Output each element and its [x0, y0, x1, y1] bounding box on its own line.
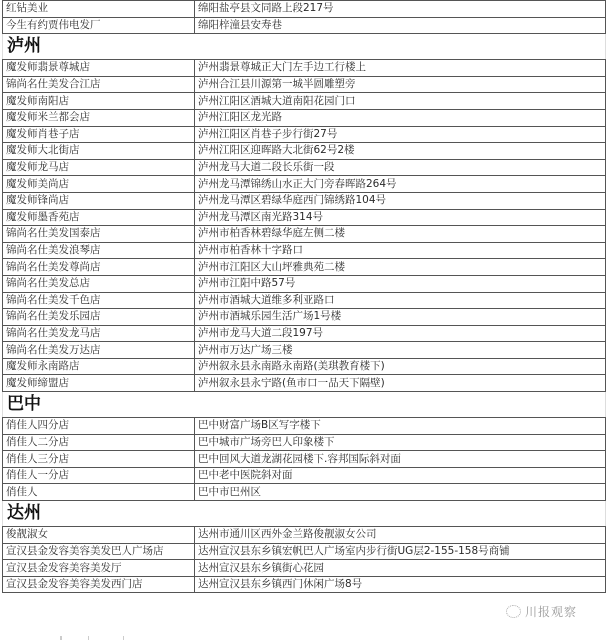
store-address-cell[interactable]: 泸州市酒城乐园生活广场1号楼	[195, 309, 606, 326]
watermark	[506, 603, 577, 620]
store-address-cell[interactable]: 泸州市龙马大道二段197号	[195, 325, 606, 342]
store-name-cell[interactable]: 俏佳人四分店	[3, 418, 195, 435]
store-name-cell[interactable]: 锦尚名仕美发国泰店	[3, 226, 195, 243]
store-name-cell[interactable]: 宣汉县金发容美容美发巴人广场店	[3, 543, 195, 560]
table-row	[3, 375, 606, 392]
table-row	[3, 467, 606, 484]
store-address-cell[interactable]: 达州宣汉县东乡镇宏帆巴人广场室内步行街UG层2-155-158号商铺	[195, 543, 606, 560]
store-name-cell[interactable]: 俏佳人三分店	[3, 451, 195, 468]
store-table-body	[3, 1, 606, 593]
store-name-cell[interactable]: 锦尚名仕美发千色店	[3, 292, 195, 309]
table-row	[3, 275, 606, 292]
table-row	[3, 226, 606, 243]
table-row	[3, 309, 606, 326]
region-title: 泸州	[3, 34, 606, 60]
table-row	[3, 451, 606, 468]
store-name-cell[interactable]: 魔发师美尚店	[3, 176, 195, 193]
store-address-cell[interactable]: 泸州翡景尊城正大门左手边工行楼上	[195, 60, 606, 77]
table-row	[3, 434, 606, 451]
table-row	[3, 325, 606, 342]
store-name-cell[interactable]: 魔发师墨香苑店	[3, 209, 195, 226]
sheet-tab[interactable]	[88, 636, 124, 640]
table-row	[3, 126, 606, 143]
table-row	[3, 259, 606, 276]
table-row	[3, 242, 606, 259]
table-row	[3, 576, 606, 593]
store-address-cell[interactable]: 巴中老中医院斜对面	[195, 467, 606, 484]
region-header-row	[3, 34, 606, 60]
table-row	[3, 176, 606, 193]
table-row	[3, 527, 606, 544]
store-address-cell[interactable]: 巴中回风大道龙湖花园楼下.容邦国际斜对面	[195, 451, 606, 468]
table-row	[3, 159, 606, 176]
region-header-row	[3, 501, 606, 527]
store-name-cell[interactable]: 魔发师缔盟店	[3, 375, 195, 392]
table-row	[3, 76, 606, 93]
table-row	[3, 143, 606, 160]
table-row	[3, 192, 606, 209]
table-row	[3, 418, 606, 435]
store-address-cell[interactable]: 泸州市柏香林碧绿华庭左侧二楼	[195, 226, 606, 243]
store-table	[2, 0, 606, 593]
store-address-cell[interactable]: 泸州龙马潭区碧绿华庭西门锦绣路104号	[195, 192, 606, 209]
sheet-tabs	[0, 636, 608, 640]
store-list-sheet	[2, 0, 605, 593]
store-address-cell[interactable]: 泸州市万达广场三楼	[195, 342, 606, 359]
store-name-cell[interactable]: 宣汉县金发容美容美发西门店	[3, 576, 195, 593]
store-name-cell[interactable]: 锦尚名仕美发尊尚店	[3, 259, 195, 276]
wechat-icon	[506, 605, 521, 618]
store-name-cell[interactable]: 锦尚名仕美发总店	[3, 275, 195, 292]
store-address-cell[interactable]: 巴中市巴州区	[195, 484, 606, 501]
store-address-cell[interactable]: 泸州龙马潭锦绣山水正大门旁春晖路264号	[195, 176, 606, 193]
store-address-cell[interactable]: 泸州合江县川源第一城半圆雕塑旁	[195, 76, 606, 93]
store-address-cell[interactable]: 泸州江阳区迎晖路大北街62号2楼	[195, 143, 606, 160]
table-row	[3, 560, 606, 577]
store-name-cell[interactable]: 锦尚名仕美发龙马店	[3, 325, 195, 342]
table-row	[3, 342, 606, 359]
store-name-cell[interactable]: 俊靓淑女	[3, 527, 195, 544]
store-address-cell[interactable]: 泸州龙马潭区南光路314号	[195, 209, 606, 226]
store-address-cell[interactable]: 达州宣汉县东乡镇西门休闲广场8号	[195, 576, 606, 593]
store-address-cell[interactable]: 泸州市江阳区大山坪雅典苑二楼	[195, 259, 606, 276]
table-row	[3, 292, 606, 309]
store-name-cell[interactable]: 俏佳人	[3, 484, 195, 501]
store-address-cell[interactable]: 巴中城市广场旁巴人印象楼下	[195, 434, 606, 451]
store-name-cell[interactable]: 锦尚名仕美发浪琴店	[3, 242, 195, 259]
store-address-cell[interactable]: 泸州叙永县永宁路(鱼市口一品天下隔壁)	[195, 375, 606, 392]
store-address-cell[interactable]: 泸州市酒城大道维多利亚路口	[195, 292, 606, 309]
store-address-cell[interactable]: 达州宣汉县东乡镇街心花园	[195, 560, 606, 577]
store-name-cell[interactable]: 魔发师米兰都会店	[3, 109, 195, 126]
store-name-cell[interactable]: 锦尚名仕美发万达店	[3, 342, 195, 359]
store-address-cell[interactable]: 泸州市柏香林十字路口	[195, 242, 606, 259]
table-row	[3, 93, 606, 110]
store-name-cell[interactable]: 魔发师肖巷子店	[3, 126, 195, 143]
table-row	[3, 1, 606, 18]
table-row	[3, 209, 606, 226]
region-title: 巴中	[3, 392, 606, 418]
store-name-cell[interactable]: 魔发师大北街店	[3, 143, 195, 160]
store-name-cell[interactable]: 锦尚名仕美发乐园店	[3, 309, 195, 326]
sheet-tab-divider	[60, 636, 62, 640]
store-address-cell[interactable]: 泸州市江阳中路57号	[195, 275, 606, 292]
table-row	[3, 543, 606, 560]
store-address-cell[interactable]: 绵阳梓潼县安寿巷	[195, 17, 606, 34]
store-name-cell[interactable]: 魔发师南阳店	[3, 93, 195, 110]
table-row	[3, 358, 606, 375]
store-name-cell[interactable]: 魔发师永南路店	[3, 358, 195, 375]
region-header-row	[3, 392, 606, 418]
store-name-cell[interactable]: 魔发师龙马店	[3, 159, 195, 176]
store-name-cell[interactable]: 魔发师锋尚店	[3, 192, 195, 209]
store-name-cell[interactable]: 魔发师翡景尊城店	[3, 60, 195, 77]
store-address-cell[interactable]: 绵阳盐亭县文同路上段217号	[195, 1, 606, 18]
table-row	[3, 17, 606, 34]
store-name-cell[interactable]: 宣汉县金发容美容美发厅	[3, 560, 195, 577]
store-name-cell[interactable]: 今生有约贾伟电发厂	[3, 17, 195, 34]
store-address-cell[interactable]: 泸州江阳区肖巷子步行街27号	[195, 126, 606, 143]
table-row	[3, 109, 606, 126]
store-name-cell[interactable]: 锦尚名仕美发合江店	[3, 76, 195, 93]
store-address-cell[interactable]: 泸州龙马大道二段长乐街一段	[195, 159, 606, 176]
store-address-cell[interactable]: 泸州江阳区酒城大道南阳花园门口	[195, 93, 606, 110]
table-row	[3, 484, 606, 501]
watermark-text: 川报观察	[525, 605, 578, 619]
store-address-cell[interactable]: 泸州叙永县永南路永南路(美琪教育楼下)	[195, 358, 606, 375]
store-address-cell[interactable]: 泸州江阳区龙光路	[195, 109, 606, 126]
store-name-cell[interactable]: 红钻美业	[3, 1, 195, 18]
table-row	[3, 60, 606, 77]
store-name-cell[interactable]: 俏佳人一分店	[3, 467, 195, 484]
store-address-cell[interactable]: 达州市通川区西外金兰路俊靓淑女公司	[195, 527, 606, 544]
store-address-cell[interactable]: 巴中财富广场B区写字楼下	[195, 418, 606, 435]
region-title: 达州	[3, 501, 606, 527]
store-name-cell[interactable]: 俏佳人二分店	[3, 434, 195, 451]
